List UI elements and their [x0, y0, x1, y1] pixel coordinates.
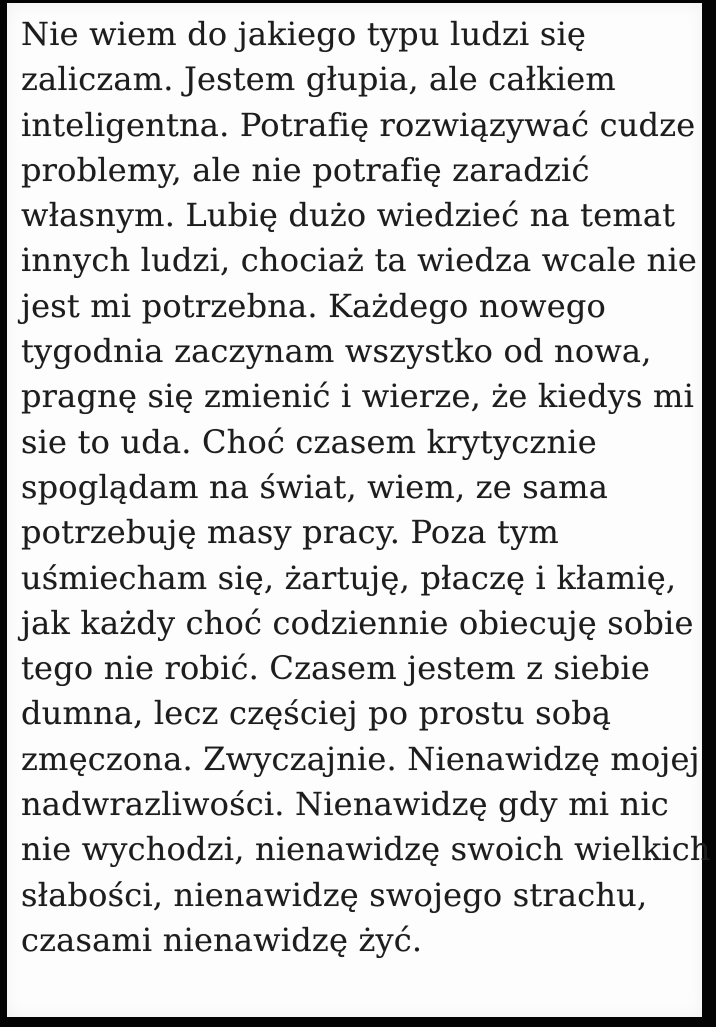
text-line: sie to uda. Choć czasem krytycznie — [21, 422, 597, 461]
text-line: potrzebuję masy pracy. Poza tym — [21, 513, 559, 552]
text-line: własnym. Lubię dużo wiedzieć na temat — [21, 196, 676, 235]
text-line: zaliczam. Jestem głupia, ale całkiem — [21, 60, 616, 99]
text-line: innych ludzi, chociaż ta wiedza wcale nie — [21, 241, 698, 280]
text-line: spoglądam na świat, wiem, ze sama — [21, 467, 608, 506]
text-line: inteligentna. Potrafię rozwiązywać cudze — [21, 105, 696, 144]
text-line: jak każdy choć codziennie obiecuję sobie — [21, 603, 694, 642]
text-line: pragnę się zmienić i wierze, że kiedys mi — [21, 377, 695, 416]
text-line: słabości, nienawidzę swojego strachu, — [21, 875, 648, 914]
scanned-page — [7, 3, 711, 1017]
text-line: jest mi potrzebna. Każdego nowego — [21, 286, 607, 325]
text-line: nie wychodzi, nienawidzę swoich wielkich — [21, 830, 711, 869]
text-line: Nie wiem do jakiego typu ludzi się — [21, 15, 587, 53]
text-line: dumna, lecz częściej po prostu sobą — [21, 694, 612, 733]
text-line: czasami nienawidzę żyć. — [21, 920, 423, 959]
text-line: problemy, ale nie potrafię zaradzić — [21, 150, 590, 189]
text-line: tego nie robić. Czasem jestem z siebie — [21, 649, 650, 688]
text-line: uśmiecham się, żartuję, płaczę i kłamię, — [21, 558, 677, 597]
text-line: tygodnia zaczynam wszystko od nowa, — [21, 332, 652, 371]
text-paragraph — [21, 12, 711, 963]
text-line: zmęczona. Zwyczajnie. Nienawidzę mojej — [21, 739, 700, 778]
text-line: nadwrazliwości. Nienawidzę gdy mi nic — [21, 785, 669, 824]
